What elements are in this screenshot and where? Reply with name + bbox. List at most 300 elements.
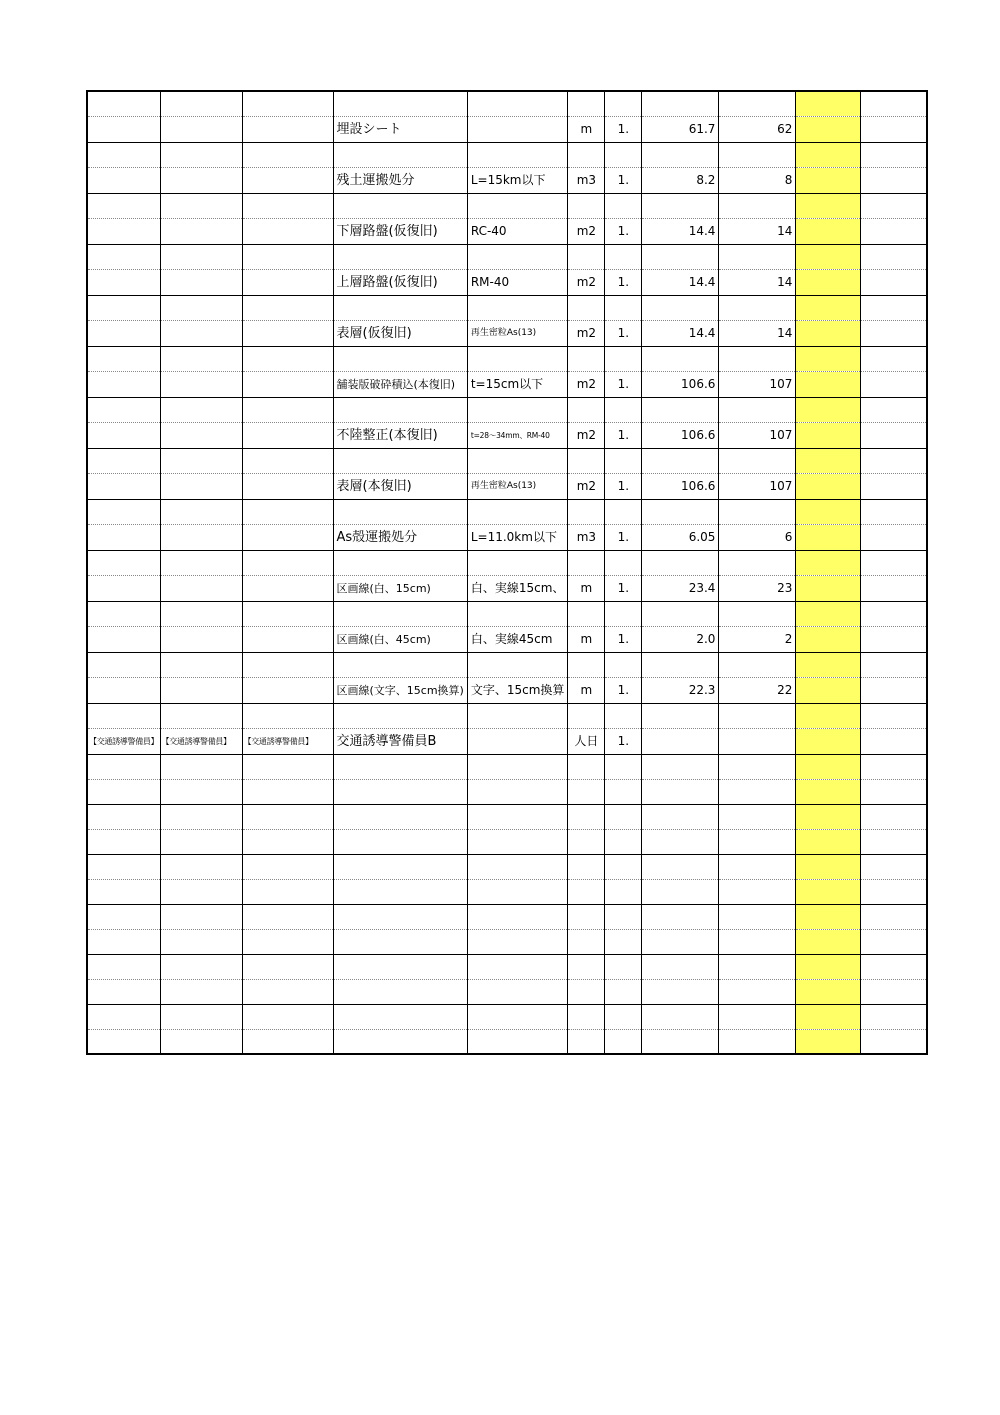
item-name-cell[interactable] (333, 854, 467, 879)
remarks-cell[interactable] (861, 754, 927, 779)
remarks-cell[interactable] (861, 954, 927, 979)
category-cell[interactable] (87, 116, 160, 142)
highlighted-input-cell[interactable] (796, 703, 861, 728)
item-name-cell[interactable] (333, 703, 467, 728)
remarks-cell[interactable] (861, 193, 927, 218)
coefficient-cell[interactable]: 1. (605, 473, 642, 499)
category-cell[interactable] (160, 1029, 242, 1054)
unit-cell[interactable] (568, 601, 605, 626)
remarks-cell[interactable] (861, 677, 927, 703)
spec-cell[interactable]: RM-40 (467, 269, 568, 295)
coefficient-cell[interactable] (605, 929, 642, 954)
spec-cell[interactable] (467, 728, 568, 754)
highlighted-input-cell[interactable] (796, 269, 861, 295)
category-cell[interactable] (242, 193, 333, 218)
category-cell[interactable] (87, 703, 160, 728)
coefficient-cell[interactable] (605, 1029, 642, 1054)
unit-cell[interactable] (568, 804, 605, 829)
remarks-cell[interactable] (861, 779, 927, 804)
category-cell[interactable] (160, 397, 242, 422)
category-cell[interactable]: 【交通誘導警備員】 (87, 728, 160, 754)
category-cell[interactable] (160, 193, 242, 218)
spec-cell[interactable] (467, 779, 568, 804)
item-name-cell[interactable]: 交通誘導警備員B (333, 728, 467, 754)
category-cell[interactable] (87, 779, 160, 804)
item-name-cell[interactable] (333, 550, 467, 575)
rounded-quantity-cell[interactable]: 14 (719, 269, 796, 295)
remarks-cell[interactable] (861, 804, 927, 829)
highlighted-input-cell[interactable] (796, 218, 861, 244)
unit-cell[interactable] (568, 1004, 605, 1029)
coefficient-cell[interactable] (605, 804, 642, 829)
category-cell[interactable] (87, 371, 160, 397)
item-name-cell[interactable]: 埋設シート (333, 116, 467, 142)
unit-cell[interactable] (568, 142, 605, 167)
quantity-cell[interactable] (642, 779, 719, 804)
unit-cell[interactable] (568, 954, 605, 979)
rounded-quantity-cell[interactable] (719, 703, 796, 728)
highlighted-input-cell[interactable] (796, 601, 861, 626)
category-cell[interactable] (160, 218, 242, 244)
category-cell[interactable] (87, 754, 160, 779)
quantity-cell[interactable] (642, 954, 719, 979)
category-cell[interactable] (87, 954, 160, 979)
highlighted-input-cell[interactable] (796, 904, 861, 929)
remarks-cell[interactable] (861, 116, 927, 142)
remarks-cell[interactable] (861, 854, 927, 879)
highlighted-input-cell[interactable] (796, 422, 861, 448)
category-cell[interactable] (242, 804, 333, 829)
rounded-quantity-cell[interactable]: 2 (719, 626, 796, 652)
category-cell[interactable] (242, 754, 333, 779)
highlighted-input-cell[interactable] (796, 167, 861, 193)
item-name-cell[interactable] (333, 193, 467, 218)
rounded-quantity-cell[interactable] (719, 244, 796, 269)
spec-cell[interactable] (467, 601, 568, 626)
highlighted-input-cell[interactable] (796, 804, 861, 829)
category-cell[interactable] (242, 448, 333, 473)
unit-cell[interactable] (568, 879, 605, 904)
rounded-quantity-cell[interactable] (719, 804, 796, 829)
category-cell[interactable] (160, 473, 242, 499)
item-name-cell[interactable] (333, 979, 467, 1004)
category-cell[interactable]: 【交通誘導警備員】 (242, 728, 333, 754)
item-name-cell[interactable] (333, 295, 467, 320)
remarks-cell[interactable] (861, 371, 927, 397)
item-name-cell[interactable]: 区画線(白、45cm) (333, 626, 467, 652)
quantity-cell[interactable] (642, 904, 719, 929)
item-name-cell[interactable] (333, 954, 467, 979)
rounded-quantity-cell[interactable]: 107 (719, 473, 796, 499)
highlighted-input-cell[interactable] (796, 116, 861, 142)
spec-cell[interactable] (467, 754, 568, 779)
spec-cell[interactable]: 白、実線15cm、 (467, 575, 568, 601)
quantity-cell[interactable] (642, 879, 719, 904)
category-cell[interactable] (87, 854, 160, 879)
item-name-cell[interactable] (333, 397, 467, 422)
rounded-quantity-cell[interactable]: 107 (719, 371, 796, 397)
spec-cell[interactable] (467, 979, 568, 1004)
rounded-quantity-cell[interactable]: 22 (719, 677, 796, 703)
category-cell[interactable] (87, 879, 160, 904)
remarks-cell[interactable] (861, 575, 927, 601)
spec-cell[interactable] (467, 1004, 568, 1029)
item-name-cell[interactable] (333, 1029, 467, 1054)
item-name-cell[interactable]: 表層(仮復旧) (333, 320, 467, 346)
item-name-cell[interactable] (333, 448, 467, 473)
spec-cell[interactable] (467, 804, 568, 829)
highlighted-input-cell[interactable] (796, 320, 861, 346)
quantity-cell[interactable] (642, 754, 719, 779)
unit-cell[interactable]: m2 (568, 371, 605, 397)
remarks-cell[interactable] (861, 626, 927, 652)
category-cell[interactable] (87, 979, 160, 1004)
spec-cell[interactable] (467, 448, 568, 473)
highlighted-input-cell[interactable] (796, 728, 861, 754)
rounded-quantity-cell[interactable] (719, 728, 796, 754)
category-cell[interactable] (87, 320, 160, 346)
item-name-cell[interactable] (333, 779, 467, 804)
rounded-quantity-cell[interactable] (719, 499, 796, 524)
remarks-cell[interactable] (861, 652, 927, 677)
coefficient-cell[interactable] (605, 448, 642, 473)
coefficient-cell[interactable] (605, 979, 642, 1004)
highlighted-input-cell[interactable] (796, 954, 861, 979)
category-cell[interactable] (87, 677, 160, 703)
unit-cell[interactable] (568, 779, 605, 804)
coefficient-cell[interactable] (605, 244, 642, 269)
quantity-cell[interactable]: 14.4 (642, 269, 719, 295)
category-cell[interactable] (160, 626, 242, 652)
coefficient-cell[interactable] (605, 829, 642, 854)
spec-cell[interactable]: L=11.0km以下 (467, 524, 568, 550)
highlighted-input-cell[interactable] (796, 193, 861, 218)
highlighted-input-cell[interactable] (796, 371, 861, 397)
coefficient-cell[interactable] (605, 601, 642, 626)
highlighted-input-cell[interactable] (796, 1004, 861, 1029)
category-cell[interactable] (87, 142, 160, 167)
spec-cell[interactable]: 白、実線45cm (467, 626, 568, 652)
highlighted-input-cell[interactable] (796, 397, 861, 422)
unit-cell[interactable] (568, 346, 605, 371)
coefficient-cell[interactable] (605, 91, 642, 116)
coefficient-cell[interactable] (605, 499, 642, 524)
category-cell[interactable] (242, 167, 333, 193)
spec-cell[interactable]: t=28～34mm、RM-40 (467, 422, 568, 448)
unit-cell[interactable]: m (568, 677, 605, 703)
category-cell[interactable] (87, 550, 160, 575)
quantity-cell[interactable]: 14.4 (642, 218, 719, 244)
category-cell[interactable] (87, 167, 160, 193)
quantity-cell[interactable] (642, 979, 719, 1004)
category-cell[interactable] (242, 575, 333, 601)
coefficient-cell[interactable]: 1. (605, 371, 642, 397)
highlighted-input-cell[interactable] (796, 91, 861, 116)
quantity-cell[interactable]: 106.6 (642, 371, 719, 397)
highlighted-input-cell[interactable] (796, 473, 861, 499)
category-cell[interactable] (242, 854, 333, 879)
item-name-cell[interactable]: 区画線(文字、15cm換算) (333, 677, 467, 703)
category-cell[interactable] (160, 854, 242, 879)
item-name-cell[interactable]: 区画線(白、15cm) (333, 575, 467, 601)
category-cell[interactable] (160, 550, 242, 575)
rounded-quantity-cell[interactable] (719, 829, 796, 854)
category-cell[interactable] (160, 524, 242, 550)
category-cell[interactable]: 【交通誘導警備員】 (160, 728, 242, 754)
category-cell[interactable] (242, 499, 333, 524)
category-cell[interactable] (160, 754, 242, 779)
category-cell[interactable] (242, 626, 333, 652)
unit-cell[interactable]: m2 (568, 218, 605, 244)
remarks-cell[interactable] (861, 703, 927, 728)
spec-cell[interactable] (467, 904, 568, 929)
rounded-quantity-cell[interactable] (719, 295, 796, 320)
category-cell[interactable] (242, 244, 333, 269)
unit-cell[interactable] (568, 295, 605, 320)
coefficient-cell[interactable]: 1. (605, 320, 642, 346)
rounded-quantity-cell[interactable]: 62 (719, 116, 796, 142)
category-cell[interactable] (160, 804, 242, 829)
category-cell[interactable] (87, 1004, 160, 1029)
category-cell[interactable] (87, 473, 160, 499)
unit-cell[interactable]: m2 (568, 320, 605, 346)
item-name-cell[interactable] (333, 929, 467, 954)
rounded-quantity-cell[interactable] (719, 954, 796, 979)
remarks-cell[interactable] (861, 473, 927, 499)
spec-cell[interactable]: t=15cm以下 (467, 371, 568, 397)
item-name-cell[interactable] (333, 601, 467, 626)
highlighted-input-cell[interactable] (796, 979, 861, 1004)
highlighted-input-cell[interactable] (796, 142, 861, 167)
highlighted-input-cell[interactable] (796, 754, 861, 779)
category-cell[interactable] (87, 829, 160, 854)
highlighted-input-cell[interactable] (796, 499, 861, 524)
item-name-cell[interactable]: 上層路盤(仮復旧) (333, 269, 467, 295)
remarks-cell[interactable] (861, 829, 927, 854)
coefficient-cell[interactable]: 1. (605, 575, 642, 601)
remarks-cell[interactable] (861, 422, 927, 448)
quantity-cell[interactable] (642, 346, 719, 371)
rounded-quantity-cell[interactable] (719, 979, 796, 1004)
category-cell[interactable] (87, 193, 160, 218)
item-name-cell[interactable]: 舗装版破砕積込(本復旧) (333, 371, 467, 397)
remarks-cell[interactable] (861, 601, 927, 626)
rounded-quantity-cell[interactable] (719, 652, 796, 677)
rounded-quantity-cell[interactable]: 14 (719, 218, 796, 244)
rounded-quantity-cell[interactable]: 6 (719, 524, 796, 550)
category-cell[interactable] (160, 371, 242, 397)
category-cell[interactable] (87, 575, 160, 601)
spec-cell[interactable] (467, 854, 568, 879)
coefficient-cell[interactable] (605, 193, 642, 218)
quantity-cell[interactable] (642, 295, 719, 320)
spec-cell[interactable]: RC-40 (467, 218, 568, 244)
remarks-cell[interactable] (861, 1004, 927, 1029)
coefficient-cell[interactable] (605, 754, 642, 779)
coefficient-cell[interactable] (605, 954, 642, 979)
unit-cell[interactable] (568, 904, 605, 929)
quantity-cell[interactable] (642, 703, 719, 728)
remarks-cell[interactable] (861, 218, 927, 244)
category-cell[interactable] (242, 346, 333, 371)
coefficient-cell[interactable] (605, 879, 642, 904)
highlighted-input-cell[interactable] (796, 677, 861, 703)
item-name-cell[interactable] (333, 904, 467, 929)
rounded-quantity-cell[interactable]: 14 (719, 320, 796, 346)
quantity-cell[interactable] (642, 1004, 719, 1029)
quantity-cell[interactable] (642, 929, 719, 954)
item-name-cell[interactable] (333, 346, 467, 371)
category-cell[interactable] (160, 929, 242, 954)
remarks-cell[interactable] (861, 142, 927, 167)
highlighted-input-cell[interactable] (796, 929, 861, 954)
quantity-cell[interactable]: 8.2 (642, 167, 719, 193)
item-name-cell[interactable] (333, 1004, 467, 1029)
spec-cell[interactable] (467, 499, 568, 524)
quantity-cell[interactable] (642, 804, 719, 829)
rounded-quantity-cell[interactable] (719, 1004, 796, 1029)
category-cell[interactable] (160, 167, 242, 193)
coefficient-cell[interactable] (605, 397, 642, 422)
unit-cell[interactable]: m (568, 116, 605, 142)
unit-cell[interactable]: m (568, 626, 605, 652)
remarks-cell[interactable] (861, 244, 927, 269)
category-cell[interactable] (242, 979, 333, 1004)
remarks-cell[interactable] (861, 904, 927, 929)
spec-cell[interactable] (467, 550, 568, 575)
item-name-cell[interactable] (333, 91, 467, 116)
category-cell[interactable] (242, 904, 333, 929)
coefficient-cell[interactable]: 1. (605, 524, 642, 550)
unit-cell[interactable] (568, 652, 605, 677)
remarks-cell[interactable] (861, 550, 927, 575)
quantity-cell[interactable]: 23.4 (642, 575, 719, 601)
remarks-cell[interactable] (861, 91, 927, 116)
category-cell[interactable] (242, 779, 333, 804)
unit-cell[interactable] (568, 979, 605, 1004)
category-cell[interactable] (160, 269, 242, 295)
category-cell[interactable] (87, 652, 160, 677)
quantity-cell[interactable]: 106.6 (642, 422, 719, 448)
spec-cell[interactable] (467, 91, 568, 116)
coefficient-cell[interactable] (605, 346, 642, 371)
coefficient-cell[interactable]: 1. (605, 677, 642, 703)
highlighted-input-cell[interactable] (796, 295, 861, 320)
rounded-quantity-cell[interactable] (719, 193, 796, 218)
unit-cell[interactable] (568, 1029, 605, 1054)
category-cell[interactable] (87, 346, 160, 371)
remarks-cell[interactable] (861, 269, 927, 295)
category-cell[interactable] (242, 550, 333, 575)
item-name-cell[interactable]: 残土運搬処分 (333, 167, 467, 193)
item-name-cell[interactable] (333, 804, 467, 829)
quantity-cell[interactable] (642, 550, 719, 575)
quantity-cell[interactable] (642, 193, 719, 218)
unit-cell[interactable] (568, 929, 605, 954)
category-cell[interactable] (160, 320, 242, 346)
category-cell[interactable] (242, 397, 333, 422)
coefficient-cell[interactable]: 1. (605, 218, 642, 244)
item-name-cell[interactable]: 表層(本復旧) (333, 473, 467, 499)
remarks-cell[interactable] (861, 295, 927, 320)
category-cell[interactable] (242, 218, 333, 244)
remarks-cell[interactable] (861, 979, 927, 1004)
category-cell[interactable] (242, 1029, 333, 1054)
rounded-quantity-cell[interactable] (719, 779, 796, 804)
quantity-cell[interactable]: 106.6 (642, 473, 719, 499)
quantity-cell[interactable] (642, 91, 719, 116)
rounded-quantity-cell[interactable] (719, 904, 796, 929)
category-cell[interactable] (87, 804, 160, 829)
unit-cell[interactable] (568, 193, 605, 218)
quantity-cell[interactable] (642, 142, 719, 167)
category-cell[interactable] (87, 1029, 160, 1054)
category-cell[interactable] (87, 626, 160, 652)
remarks-cell[interactable] (861, 397, 927, 422)
category-cell[interactable] (242, 954, 333, 979)
category-cell[interactable] (160, 575, 242, 601)
spec-cell[interactable]: 文字、15cm換算 (467, 677, 568, 703)
category-cell[interactable] (160, 652, 242, 677)
unit-cell[interactable]: m3 (568, 524, 605, 550)
category-cell[interactable] (242, 269, 333, 295)
item-name-cell[interactable] (333, 879, 467, 904)
quantity-cell[interactable] (642, 652, 719, 677)
remarks-cell[interactable] (861, 1029, 927, 1054)
category-cell[interactable] (242, 473, 333, 499)
unit-cell[interactable] (568, 448, 605, 473)
spec-cell[interactable] (467, 142, 568, 167)
remarks-cell[interactable] (861, 346, 927, 371)
unit-cell[interactable] (568, 703, 605, 728)
coefficient-cell[interactable]: 1. (605, 167, 642, 193)
category-cell[interactable] (160, 142, 242, 167)
category-cell[interactable] (242, 422, 333, 448)
unit-cell[interactable] (568, 550, 605, 575)
highlighted-input-cell[interactable] (796, 652, 861, 677)
item-name-cell[interactable] (333, 142, 467, 167)
spec-cell[interactable] (467, 703, 568, 728)
category-cell[interactable] (242, 703, 333, 728)
unit-cell[interactable] (568, 854, 605, 879)
category-cell[interactable] (242, 601, 333, 626)
category-cell[interactable] (87, 904, 160, 929)
rounded-quantity-cell[interactable] (719, 1029, 796, 1054)
item-name-cell[interactable] (333, 754, 467, 779)
highlighted-input-cell[interactable] (796, 244, 861, 269)
item-name-cell[interactable] (333, 499, 467, 524)
quantity-cell[interactable] (642, 244, 719, 269)
category-cell[interactable] (87, 218, 160, 244)
coefficient-cell[interactable]: 1. (605, 422, 642, 448)
coefficient-cell[interactable] (605, 854, 642, 879)
unit-cell[interactable]: m2 (568, 422, 605, 448)
remarks-cell[interactable] (861, 879, 927, 904)
spec-cell[interactable]: 再生密粒As(13) (467, 473, 568, 499)
spec-cell[interactable] (467, 346, 568, 371)
category-cell[interactable] (87, 524, 160, 550)
unit-cell[interactable] (568, 829, 605, 854)
highlighted-input-cell[interactable] (796, 779, 861, 804)
category-cell[interactable] (87, 448, 160, 473)
coefficient-cell[interactable] (605, 652, 642, 677)
unit-cell[interactable] (568, 244, 605, 269)
highlighted-input-cell[interactable] (796, 879, 861, 904)
spec-cell[interactable] (467, 244, 568, 269)
rounded-quantity-cell[interactable] (719, 448, 796, 473)
item-name-cell[interactable]: 不陸整正(本復旧) (333, 422, 467, 448)
unit-cell[interactable]: 人日 (568, 728, 605, 754)
